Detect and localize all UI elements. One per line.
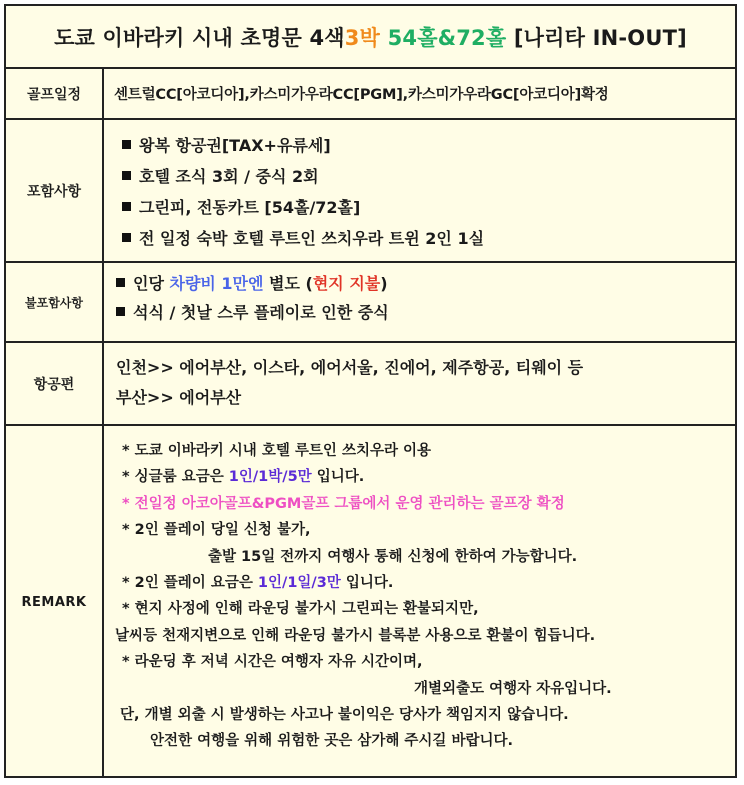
remark-line: 안전한 여행을 위해 위험한 곳은 삼가해 주시길 바랍니다. [150, 733, 514, 750]
square-bullet-icon [122, 233, 131, 242]
title-main: 도쿄 이바라키 시내 초명문 4색 [54, 25, 345, 50]
included-row [6, 120, 735, 263]
included-label: 포함사항 [6, 120, 104, 261]
excluded-list [104, 263, 735, 341]
golf-schedule-text: 센트럴CC[아코디아],카스미가우라CC[PGM],카스미가우라GC[아코디아]확정 [114, 87, 609, 103]
remark-line: 개별외출도 여행자 자유입니다. [414, 680, 612, 697]
single-room-fee: 1인/1박/5만 [228, 469, 312, 486]
title-holes: 54홀&72홀 [387, 25, 507, 50]
list-item: 석식 / 첫날 스루 플레이로 인한 중식 [116, 298, 735, 327]
list-item: 전 일정 숙박 호텔 루트인 쓰치우라 트윈 2인 1실 [116, 223, 735, 254]
remark-line: * 2인 플레이 요금은 1인/1일/3만 입니다. [122, 574, 394, 591]
square-bullet-icon [116, 307, 125, 316]
title-airport: [나리타 IN-OUT] [506, 25, 687, 50]
remark-list [104, 426, 735, 778]
square-bullet-icon [122, 202, 131, 211]
airline-line-incheon: 인천>> 에어부산, 이스타, 에어서울, 진에어, 제주항공, 티웨이 등 [116, 358, 584, 377]
golf-schedule-label: 골프일정 [6, 69, 104, 118]
list-item: 그린피, 전동카트 [54홀/72홀] [116, 192, 735, 223]
page-title [6, 6, 735, 69]
remark-row [6, 426, 735, 778]
remark-line: 날씨등 천재지변으로 인해 라운딩 불가시 블록분 사용으로 환불이 힘듭니다. [115, 627, 596, 644]
list-item: 왕복 항공권[TAX+유류세] [116, 130, 735, 161]
remark-label: REMARK [6, 426, 104, 778]
square-bullet-icon [116, 278, 125, 287]
airline-row [6, 343, 735, 426]
airline-label: 항공편 [6, 343, 104, 424]
airline-list [104, 343, 735, 424]
square-bullet-icon [122, 171, 131, 180]
square-bullet-icon [122, 140, 131, 149]
excluded-label: 불포함사항 [6, 263, 104, 341]
remark-line: 출발 15일 전까지 여행사 통해 신청에 한하여 가능합니다. [208, 548, 578, 565]
list-item: 호텔 조식 3회 / 중식 2회 [116, 161, 735, 192]
two-player-fee: 1인/1일/3만 [257, 574, 341, 591]
remark-line: * 현지 사정에 인해 라운딩 불가시 그린피는 환불되지만, [122, 601, 479, 618]
list-item: 인당 차량비 1만엔 별도 (현지 지불) [116, 269, 735, 298]
remark-line: * 도쿄 이바라키 시내 호텔 루트인 쓰치우라 이용 [122, 443, 432, 459]
remark-line: * 라운딩 후 저녁 시간은 여행자 자유 시간이며, [122, 654, 423, 671]
title-nights: 3박 [344, 25, 381, 50]
remark-line: * 2인 플레이 당일 신청 불가, [122, 522, 311, 539]
included-list [104, 120, 735, 261]
airline-line-busan: 부산>> 에어부산 [116, 388, 242, 407]
remark-line: * 전일정 아코아골프&PGM골프 그룹에서 운영 관리하는 골프장 확정 [122, 495, 565, 512]
excluded-row [6, 263, 735, 343]
golf-schedule-row [6, 69, 735, 120]
local-payment: 현지 지불 [312, 274, 381, 293]
info-table [4, 4, 737, 778]
remark-line: 단, 개별 외출 시 발생하는 사고나 불이익은 당사가 책임지지 않습니다. [120, 706, 569, 723]
remark-line: * 싱글룸 요금은 1인/1박/5만 입니다. [122, 469, 365, 486]
vehicle-fee: 차량비 1만엔 [169, 274, 264, 293]
